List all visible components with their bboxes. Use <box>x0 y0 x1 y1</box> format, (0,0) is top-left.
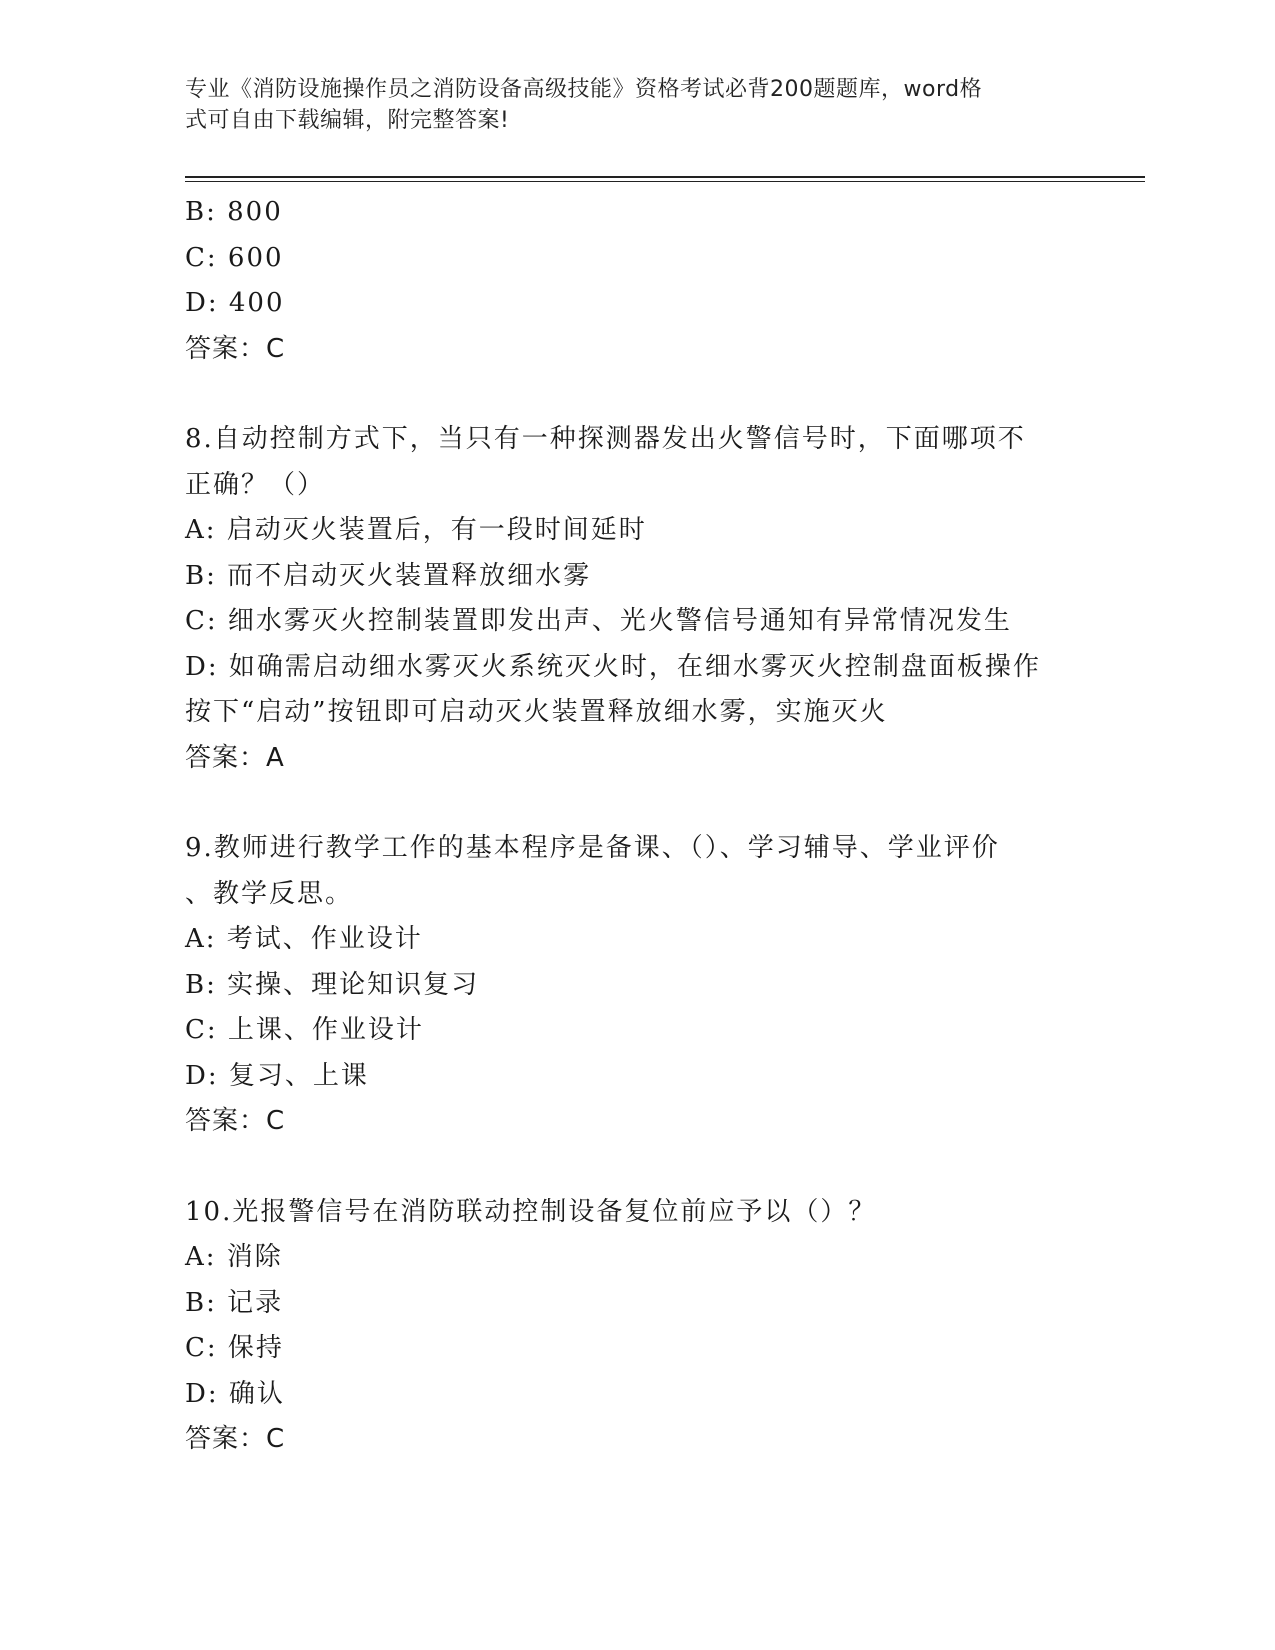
header-divider-thick <box>185 176 1145 178</box>
question-text-line-1: 8.自动控制方式下，当只有一种探测器发出火警信号时，下面哪项不 <box>185 424 1026 454</box>
option-b: B: 而不启动灭火装置释放细水雾 <box>185 560 592 591</box>
answer-line: 答案：C <box>185 1424 286 1454</box>
option-a: A: 考试、作业设计 <box>185 924 423 954</box>
answer-line: 答案：C <box>185 333 286 364</box>
option-d: D: 400 <box>185 288 285 318</box>
prev-question-block <box>185 190 1105 372</box>
option-b: B: 800 <box>185 197 283 227</box>
option-d: D: 复习、上课 <box>185 1060 369 1091</box>
header-title-line-2: 式可自由下载编辑，附完整答案! <box>185 108 510 133</box>
question-text-line-2: 、教学反思。 <box>185 878 354 909</box>
option-d-continued: 按下“启动”按钮即可启动灭火装置释放细水雾，实施灭火 <box>185 697 888 727</box>
option-b: B: 记录 <box>185 1287 284 1318</box>
answer-line: 答案：A <box>185 742 285 773</box>
header-divider-thin <box>185 181 1145 182</box>
question-10 <box>185 1190 1105 1463</box>
option-c: C: 上课、作业设计 <box>185 1015 424 1045</box>
question-text-line-1: 9.教师进行教学工作的基本程序是备课、（）、学习辅导、学业评价 <box>185 833 1000 863</box>
question-8 <box>185 417 1105 781</box>
question-text-line-1: 10.光报警信号在消防联动控制设备复位前应予以（）？ <box>185 1196 877 1227</box>
option-a: A: 启动灭火装置后，有一段时间延时 <box>185 515 647 545</box>
option-a: A: 消除 <box>185 1242 283 1272</box>
question-list <box>185 190 1105 1463</box>
header-title-line-1: 专业《消防设施操作员之消防设备高级技能》资格考试必背200题题库，word格 <box>185 77 983 102</box>
document-header <box>185 74 1065 136</box>
option-d: D: 如确需启动细水雾灭火系统灭火时，在细水雾灭火控制盘面板操作 <box>185 651 1041 682</box>
question-9 <box>185 826 1105 1145</box>
option-d: D: 确认 <box>185 1378 285 1409</box>
answer-line: 答案：C <box>185 1106 286 1136</box>
option-c: C: 保持 <box>185 1333 284 1363</box>
question-text-line-2: 正确？（） <box>185 469 326 500</box>
option-c: C: 细水雾灭火控制装置即发出声、光火警信号通知有异常情况发生 <box>185 606 1012 636</box>
option-b: B: 实操、理论知识复习 <box>185 969 480 1000</box>
option-c: C: 600 <box>185 242 284 273</box>
